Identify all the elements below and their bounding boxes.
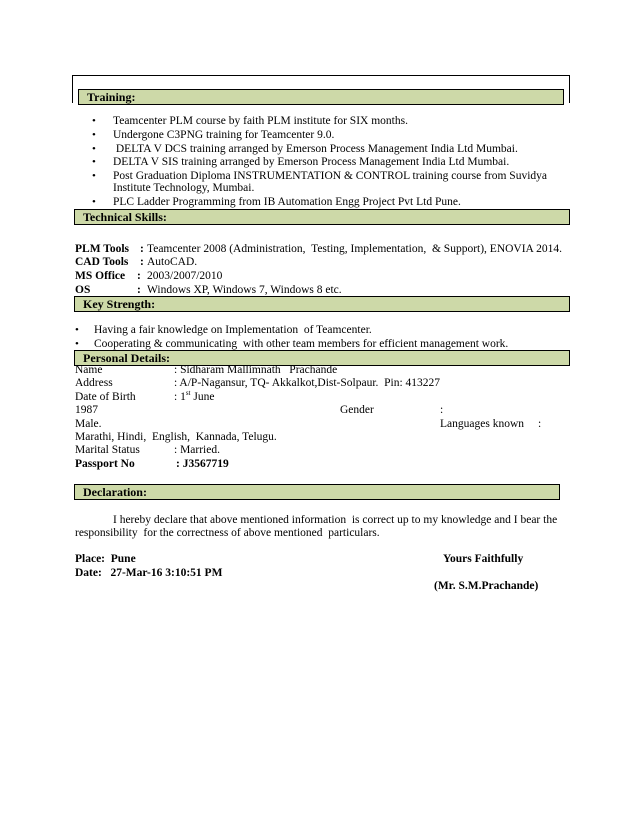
- strength-item: Having a fair knowledge on Implementation of Teamcenter.: [94, 324, 372, 336]
- technical-header: [74, 209, 570, 225]
- dob-year: 1987: [75, 404, 98, 416]
- dob-label: Date of Birth: [75, 391, 136, 403]
- address-value: : A/P-Nagansur, TQ- Akkalkot,Dist-Solpaur. Pin: 413227: [174, 377, 441, 389]
- training-item: DELTA V DCS training arranged by Emerson Process Management India Ltd Mumbai.: [113, 143, 518, 155]
- address-label: Address: [75, 377, 113, 389]
- bullet-icon: •: [92, 156, 96, 168]
- skill-value: Windows XP, Windows 7, Windows 8 etc.: [147, 284, 342, 296]
- place: Place: Pune: [75, 553, 136, 565]
- strength-header: [74, 296, 570, 312]
- training-item: Undergone C3PNG training for Teamcenter 9.0.: [113, 129, 335, 141]
- training-header: [78, 89, 564, 105]
- personal-title: Personal Details:: [83, 351, 170, 365]
- gender-label: Gender: [340, 404, 374, 416]
- date: Date: 27-Mar-16 3:10:51 PM: [75, 567, 223, 579]
- declaration-line-2: responsibility for the correctness of above mentioned particulars.: [75, 527, 380, 539]
- skill-label: CAD Tools: [75, 256, 129, 268]
- bullet-icon: •: [75, 338, 79, 350]
- name-value: : Sidharam Mallimnath Prachande: [174, 364, 338, 376]
- bullet-icon: •: [75, 324, 79, 336]
- bullet-icon: •: [92, 129, 96, 141]
- skill-label: OS: [75, 284, 91, 296]
- strength-item: Cooperating & communicating with other team members for efficient management work.: [94, 338, 509, 350]
- bullet-icon: •: [92, 115, 96, 127]
- dob-value: : 1st June: [174, 389, 215, 403]
- technical-title: Technical Skills:: [83, 210, 167, 224]
- bullet-icon: •: [92, 170, 96, 182]
- marital-label: Marital Status: [75, 444, 140, 456]
- declaration-line-1: I hereby declare that above mentioned information is correct up to my knowledge and I bear the: [113, 514, 558, 526]
- languages-label: Languages known: [440, 418, 524, 430]
- closing: Yours Faithfully: [443, 553, 524, 565]
- training-item: PLC Ladder Programming from IB Automation Engg Project Pvt Ltd Pune.: [113, 196, 461, 208]
- marital-value: : Married.: [174, 444, 220, 456]
- skill-value: AutoCAD.: [147, 256, 198, 268]
- skill-value: 2003/2007/2010: [147, 270, 223, 282]
- languages-sep: :: [538, 418, 542, 430]
- skill-sep: :: [137, 270, 141, 282]
- name-label: Name: [75, 364, 103, 376]
- skill-label: MS Office: [75, 270, 126, 282]
- bullet-icon: •: [92, 196, 96, 208]
- skill-sep: :: [137, 284, 141, 296]
- passport-label: Passport No: [75, 458, 135, 470]
- bullet-icon: •: [92, 143, 96, 155]
- training-item: DELTA V SIS training arranged by Emerson Process Management India Ltd Mumbai.: [113, 156, 510, 168]
- skill-label: PLM Tools: [75, 243, 130, 255]
- declaration-title: Declaration:: [83, 485, 147, 499]
- skill-value: Teamcenter 2008 (Administration, Testing, Implementation, & Support), ENOVIA 2014.: [147, 243, 562, 255]
- skill-sep: :: [140, 256, 144, 268]
- gender-sep: :: [440, 404, 444, 416]
- training-title: Training:: [87, 90, 136, 104]
- training-item-cont: Institute Technology, Mumbai.: [113, 182, 255, 194]
- signature: (Mr. S.M.Prachande): [434, 580, 539, 592]
- training-item: Post Graduation Diploma INSTRUMENTATION & CONTROL training course from Suvidya: [113, 170, 548, 182]
- declaration-header: [74, 484, 560, 500]
- skill-sep: :: [140, 243, 144, 255]
- languages-value: Marathi, Hindi, English, Kannada, Telugu.: [75, 431, 277, 443]
- passport-value: : J3567719: [176, 458, 229, 470]
- training-item: Teamcenter PLM course by faith PLM institute for SIX months.: [113, 115, 408, 127]
- strength-title: Key Strength:: [83, 297, 156, 311]
- gender-value: Male.: [75, 418, 102, 430]
